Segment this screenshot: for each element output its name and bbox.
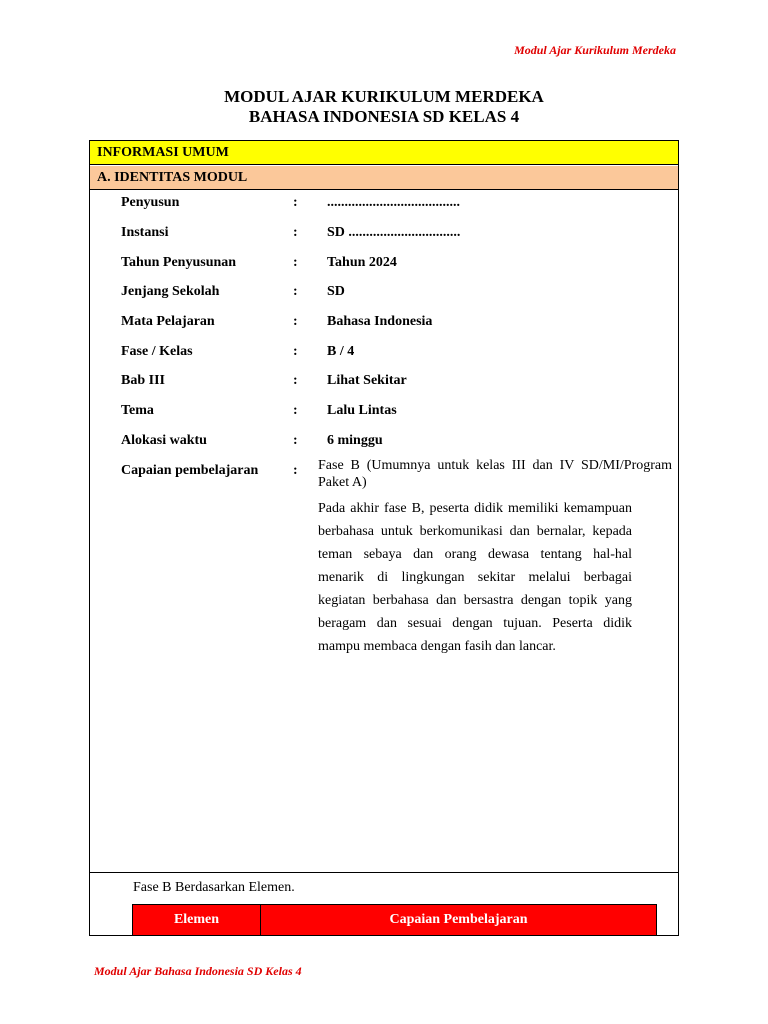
field-colon: :	[293, 284, 298, 299]
field-colon: :	[293, 403, 298, 418]
header-capaian-pembelajaran: Capaian Pembelajaran	[389, 912, 528, 927]
running-header: Modul Ajar Kurikulum Merdeka	[514, 43, 676, 57]
module-info-table	[89, 140, 679, 936]
capaian-colon: :	[293, 463, 298, 478]
field-value: Bahasa Indonesia	[327, 314, 433, 329]
field-value: Tahun 2024	[327, 255, 397, 270]
section-general-info: INFORMASI UMUM	[90, 141, 678, 165]
field-value: SD ................................	[327, 225, 461, 240]
field-label: Mata Pelajaran	[121, 314, 215, 329]
capaian-label: Capaian pembelajaran	[121, 463, 259, 478]
field-tahun-penyusunan	[90, 253, 678, 273]
field-value: Lalu Lintas	[327, 403, 397, 418]
field-label: Fase / Kelas	[121, 344, 193, 359]
field-alokasi-waktu	[90, 431, 678, 451]
field-bab	[90, 371, 678, 391]
fase-b-elemen-caption: Fase B Berdasarkan Elemen.	[133, 880, 295, 895]
capaian-description: Pada akhir fase B, peserta didik memiliki kemampuan berbahasa untuk berkomunikasi dan bernalar, kepada teman sebaya dan orang dewasa tentang hal-hal menarik di lingkungan sekitar melalui berbagai kegiatan berbahasa dan bersastra dengan topik yang beragam dan sesuai dengan tujuan. Peserta didik mampu membaca dengan fasih dan lancar.	[318, 501, 632, 654]
section-module-identity: A. IDENTITAS MODUL	[90, 166, 678, 190]
field-jenjang-sekolah	[90, 282, 678, 302]
field-colon: :	[293, 225, 298, 240]
header-elemen: Elemen	[133, 905, 261, 935]
field-value: 6 minggu	[327, 433, 383, 448]
field-colon: :	[293, 255, 298, 270]
field-label: Tema	[121, 403, 154, 418]
field-label: Penyusun	[121, 195, 180, 210]
field-colon: :	[293, 373, 298, 388]
field-tema	[90, 401, 678, 421]
field-colon: :	[293, 344, 298, 359]
field-fase-kelas	[90, 342, 678, 362]
capaian-fase: Fase B (Umumnya untuk kelas III dan IV SD/MI/Program Paket A)	[318, 458, 672, 490]
field-value: B / 4	[327, 344, 355, 359]
field-label: Tahun Penyusunan	[121, 255, 237, 270]
title-line-2: BAHASA INDONESIA SD KELAS 4	[248, 107, 520, 126]
title-line-1: MODUL AJAR KURIKULUM MERDEKA	[224, 87, 544, 106]
elemen-table-header	[132, 904, 657, 936]
running-footer: Modul Ajar Bahasa Indonesia SD Kelas 4	[94, 964, 302, 978]
field-instansi	[90, 223, 678, 243]
field-colon: :	[293, 314, 298, 329]
row-divider	[90, 872, 678, 873]
document-title	[0, 87, 768, 127]
field-label: Instansi	[121, 225, 169, 240]
field-value: ......................................	[327, 195, 460, 210]
field-mata-pelajaran	[90, 312, 678, 332]
field-penyusun	[90, 193, 678, 213]
field-label: Alokasi waktu	[121, 433, 207, 448]
field-value: SD	[327, 284, 345, 299]
field-label: Bab III	[121, 373, 165, 388]
field-label: Jenjang Sekolah	[121, 284, 220, 299]
field-colon: :	[293, 195, 298, 210]
field-value: Lihat Sekitar	[327, 373, 407, 388]
field-colon: :	[293, 433, 298, 448]
